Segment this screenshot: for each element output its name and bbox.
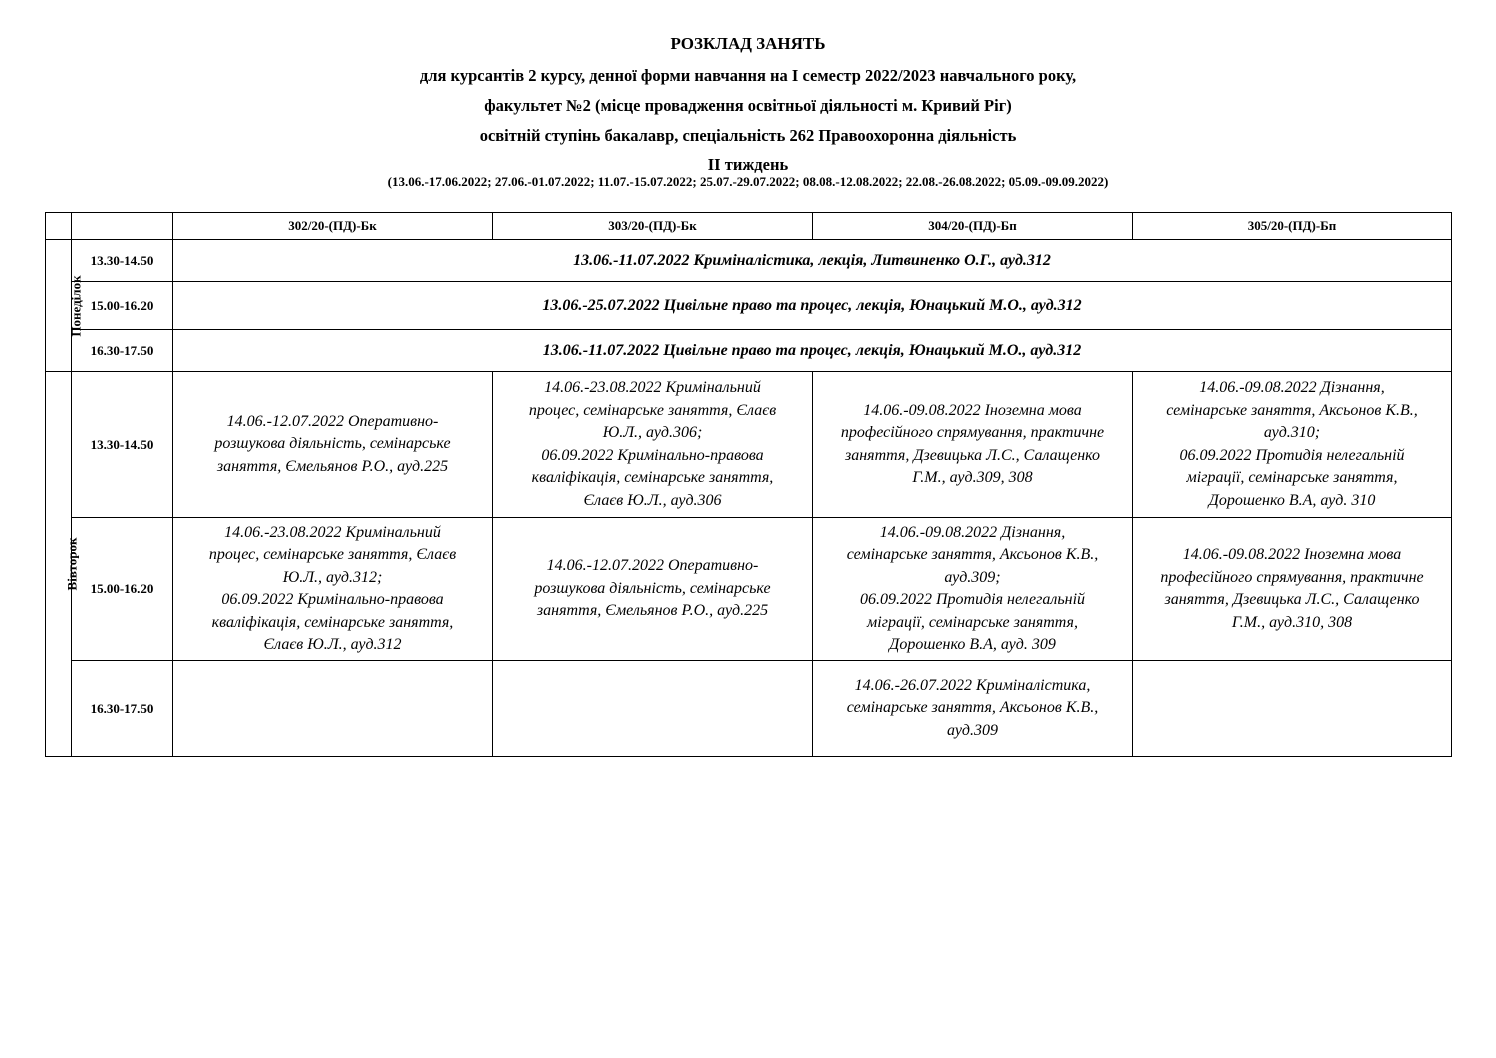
time-slot: 16.30-17.50	[72, 330, 173, 372]
subtitle-faculty: факультет №2 (місце провадження освітньої діяльності м. Кривий Ріг)	[484, 96, 1012, 115]
lesson-line: міграції, семінарське заняття,	[1186, 469, 1398, 486]
lesson-line: розшукова діяльність, семінарське	[534, 579, 771, 597]
lesson-line: Дорошенко В.А, ауд. 310	[1208, 491, 1376, 509]
table-row	[46, 282, 1452, 330]
subtitle-specialty: освітній ступінь бакалавр, спеціальність 262 Правоохоронна діяльність	[479, 126, 1017, 145]
lesson-line: процес, семінарське заняття, Єлаєв	[528, 401, 777, 419]
lesson-line: професійного спрямування, практичне	[1160, 568, 1424, 586]
lesson-line: 14.06.-12.07.2022 Оперативно-	[226, 412, 439, 430]
lesson-cell	[493, 372, 813, 518]
corner-cell	[46, 213, 72, 240]
lesson-line: Г.М., ауд.309, 308	[912, 469, 1033, 486]
lesson-cell	[173, 372, 493, 518]
lesson-line: міграції, семінарське заняття,	[867, 613, 1078, 631]
lesson-line: 14.06.-09.08.2022 Іноземна мова	[863, 401, 1082, 419]
lesson-cell	[1133, 518, 1452, 661]
time-header-cell	[72, 213, 173, 240]
lesson-line: Ю.Л., ауд.306;	[602, 424, 703, 441]
table-header-row	[46, 213, 1452, 240]
group-header: 303/20-(ПД)-Бк	[493, 213, 813, 240]
lesson-line: Дорошенко В.А, ауд. 309	[889, 636, 1056, 653]
week-label: ІІ тиждень	[707, 155, 789, 174]
lesson-cell	[493, 518, 813, 661]
lesson-line: Г.М., ауд.310, 308	[1231, 613, 1353, 631]
table-row	[46, 240, 1452, 282]
lesson-line: семінарське заняття, Аксьонов К.В.,	[846, 699, 1099, 717]
table-row	[46, 518, 1452, 661]
time-slot: 13.30-14.50	[72, 240, 173, 282]
table-row	[46, 330, 1452, 372]
lesson-line: семінарське заняття, Аксьонов К.В.,	[1166, 401, 1418, 419]
lesson-line: ауд.310;	[1263, 424, 1321, 441]
lesson-line: професійного спрямування, практичне	[840, 424, 1105, 441]
time-slot: 15.00-16.20	[72, 282, 173, 330]
lesson-line: 14.06.-12.07.2022 Оперативно-	[546, 557, 759, 575]
lesson-cell	[813, 661, 1133, 757]
group-header: 305/20-(ПД)-Бп	[1133, 213, 1452, 240]
time-slot: 16.30-17.50	[72, 661, 173, 757]
lesson-cell: 13.06.-11.07.2022 Криміналістика, лекція, Литвиненко О.Г., ауд.312	[173, 240, 1452, 282]
lesson-line: 14.06.-23.08.2022 Кримінальний	[224, 523, 441, 541]
lesson-cell	[1133, 372, 1452, 518]
lesson-cell	[173, 518, 493, 661]
lesson-line: заняття, Дзевицька Л.С., Салащенко	[844, 446, 1101, 464]
lesson-cell	[813, 518, 1133, 661]
lesson-cell	[493, 661, 813, 757]
lesson-line: 14.06.-09.08.2022 Іноземна мова	[1182, 546, 1402, 563]
lesson-line: Єлаєв Ю.Л., ауд.306	[583, 491, 722, 509]
lesson-line: 14.06.-09.08.2022 Дізнання,	[1199, 379, 1385, 396]
lesson-line: заняття, Ємельянов Р.О., ауд.225	[536, 602, 769, 620]
lesson-line: 06.09.2022 Протидія нелегальній	[859, 591, 1086, 608]
lesson-line: 14.06.-26.07.2022 Криміналістика,	[854, 676, 1091, 694]
lesson-cell: 13.06.-25.07.2022 Цивільне право та процес, лекція, Юнацький М.О., ауд.312	[173, 282, 1452, 330]
lesson-line: 06.09.2022 Протидія нелегальній	[1179, 446, 1405, 464]
lesson-line: 06.09.2022 Кримінально-правова	[221, 591, 444, 608]
day-label-tuesday: Вівторок	[46, 372, 72, 757]
lesson-cell	[173, 661, 493, 757]
lesson-cell: 13.06.-11.07.2022 Цивільне право та процес, лекція, Юнацький М.О., ауд.312	[173, 330, 1452, 372]
lesson-line: ауд.309	[947, 721, 998, 739]
page-title: РОЗКЛАД ЗАНЯТЬ	[670, 34, 826, 53]
lesson-line: процес, семінарське заняття, Єлаєв	[208, 546, 457, 563]
lesson-line: кваліфікація, семінарське заняття,	[211, 613, 454, 631]
group-header: 304/20-(ПД)-Бп	[813, 213, 1133, 240]
lesson-cell	[1133, 661, 1452, 757]
lesson-line: заняття, Ємельянов Р.О., ауд.225	[216, 457, 449, 475]
lesson-line: заняття, Дзевицька Л.С., Салащенко	[1164, 591, 1420, 608]
table-row	[46, 372, 1452, 518]
lesson-line: Ю.Л., ауд.312;	[282, 568, 383, 586]
day-label-monday: Понеділок	[46, 240, 72, 372]
schedule-table	[45, 212, 1452, 757]
lesson-line: 06.09.2022 Кримінально-правова	[541, 446, 764, 464]
lesson-line: 14.06.-09.08.2022 Дізнання,	[879, 523, 1066, 541]
table-row	[46, 661, 1452, 757]
subtitle-course: для курсантів 2 курсу, денної форми навчання на І семестр 2022/2023 навчального року,	[419, 66, 1077, 85]
time-slot: 15.00-16.20	[72, 518, 173, 661]
group-header: 302/20-(ПД)-Бк	[173, 213, 493, 240]
lesson-cell	[813, 372, 1133, 518]
lesson-line: ауд.309;	[944, 568, 1001, 586]
lesson-line: семінарське заняття, Аксьонов К.В.,	[846, 546, 1099, 563]
lesson-line: Єлаєв Ю.Л., ауд.312	[263, 636, 402, 653]
lesson-line: кваліфікація, семінарське заняття,	[531, 469, 774, 486]
week-dates: (13.06.-17.06.2022; 27.06.-01.07.2022; 11.07.-15.07.2022; 25.07.-29.07.2022; 08.08.-12.08.2022; 22.08.-26.08.2022; 05.09.-09.09.2022)	[387, 174, 1109, 189]
lesson-line: 14.06.-23.08.2022 Кримінальний	[544, 379, 761, 396]
lesson-line: розшукова діяльність, семінарське	[214, 435, 451, 453]
time-slot: 13.30-14.50	[72, 372, 173, 518]
